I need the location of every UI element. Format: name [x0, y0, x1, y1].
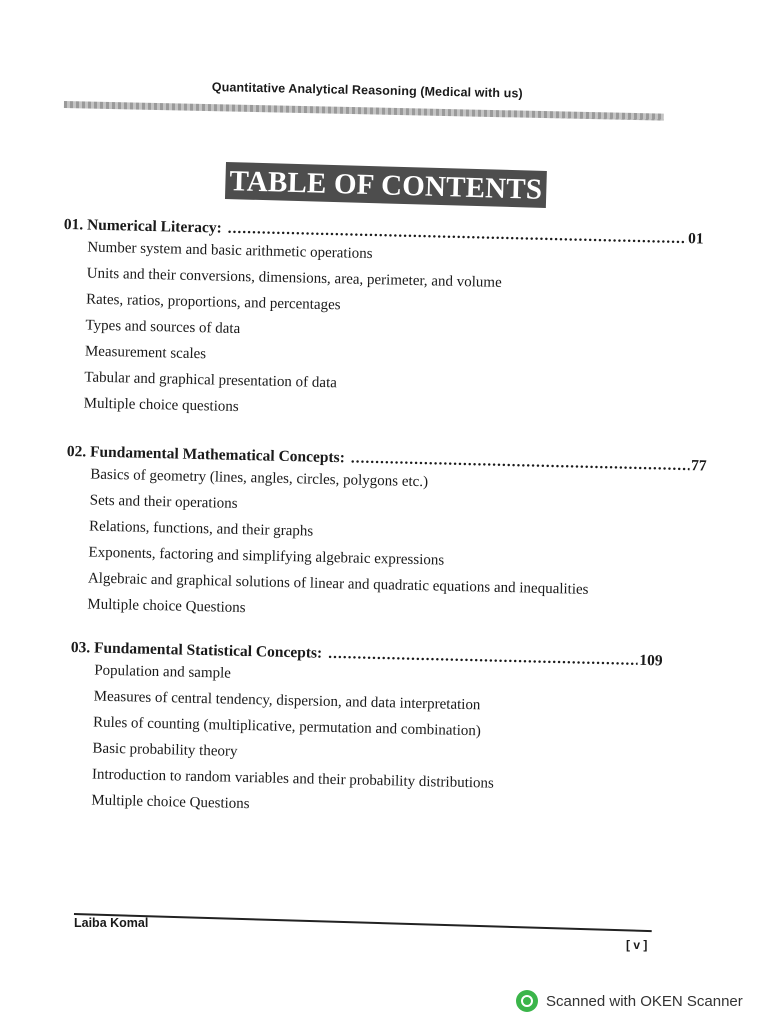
topic-list — [63, 461, 706, 631]
topic-item: Multiple choice Questions — [87, 596, 246, 617]
topic-item: Exponents, factoring and simplifying algebraic expressions — [88, 544, 445, 569]
toc-section-1 — [59, 216, 703, 430]
topic-list — [59, 234, 703, 430]
topic-item: Sets and their operations — [89, 492, 238, 512]
section-title: 03. Fundamental Statistical Concepts: — [70, 639, 323, 662]
section-page-number: 01 — [687, 230, 704, 248]
topic-item: Basics of geometry (lines, angles, circles, polygons etc.) — [90, 466, 429, 491]
topic-item: Rates, ratios, proportions, and percentages — [85, 291, 341, 314]
footer-rule — [74, 913, 652, 932]
topic-item: Introduction to random variables and their probability distributions — [91, 766, 495, 792]
topic-list — [67, 657, 662, 826]
topic-item: Relations, functions, and their graphs — [88, 518, 314, 540]
topic-item: Algebraic and graphical solutions of linear and quadratic equations and inequalities — [87, 570, 589, 598]
section-title: 01. Numerical Literacy: — [63, 216, 222, 237]
header-title: Quantitative Analytical Reasoning (Medical with us) — [211, 80, 523, 101]
toc-section-3 — [67, 639, 663, 826]
scanner-watermark-text: Scanned with OKEN Scanner — [546, 992, 743, 1010]
topic-item: Tabular and graphical presentation of data — [84, 369, 338, 392]
footer-author: Laiba Komal — [74, 916, 149, 930]
section-page-number: 77 — [690, 457, 707, 475]
topic-item: Types and sources of data — [85, 317, 241, 338]
footer-page-number: [ v ] — [626, 938, 648, 952]
topic-item: Measures of central tendency, dispersion, and data interpretation — [93, 688, 481, 714]
section-title: 02. Fundamental Mathematical Concepts: — [66, 443, 346, 467]
topic-item: Population and sample — [94, 662, 232, 682]
toc-title: TABLE OF CONTENTS — [225, 162, 547, 208]
topic-item: Multiple choice Questions — [91, 792, 250, 813]
header-rule — [64, 101, 664, 121]
topic-item: Multiple choice questions — [83, 395, 239, 416]
topic-item: Units and their conversions, dimensions, area, perimeter, and volume — [86, 265, 502, 291]
topic-item: Measurement scales — [84, 343, 207, 363]
section-page-number: 109 — [639, 651, 663, 670]
scanner-watermark — [516, 990, 743, 1012]
topic-item: Rules of counting (multiplicative, permutation and combination) — [92, 714, 482, 740]
oken-scanner-logo-icon — [516, 990, 538, 1012]
topic-item: Basic probability theory — [92, 740, 238, 760]
topic-item: Number system and basic arithmetic operations — [87, 239, 373, 263]
toc-section-2 — [63, 443, 707, 631]
